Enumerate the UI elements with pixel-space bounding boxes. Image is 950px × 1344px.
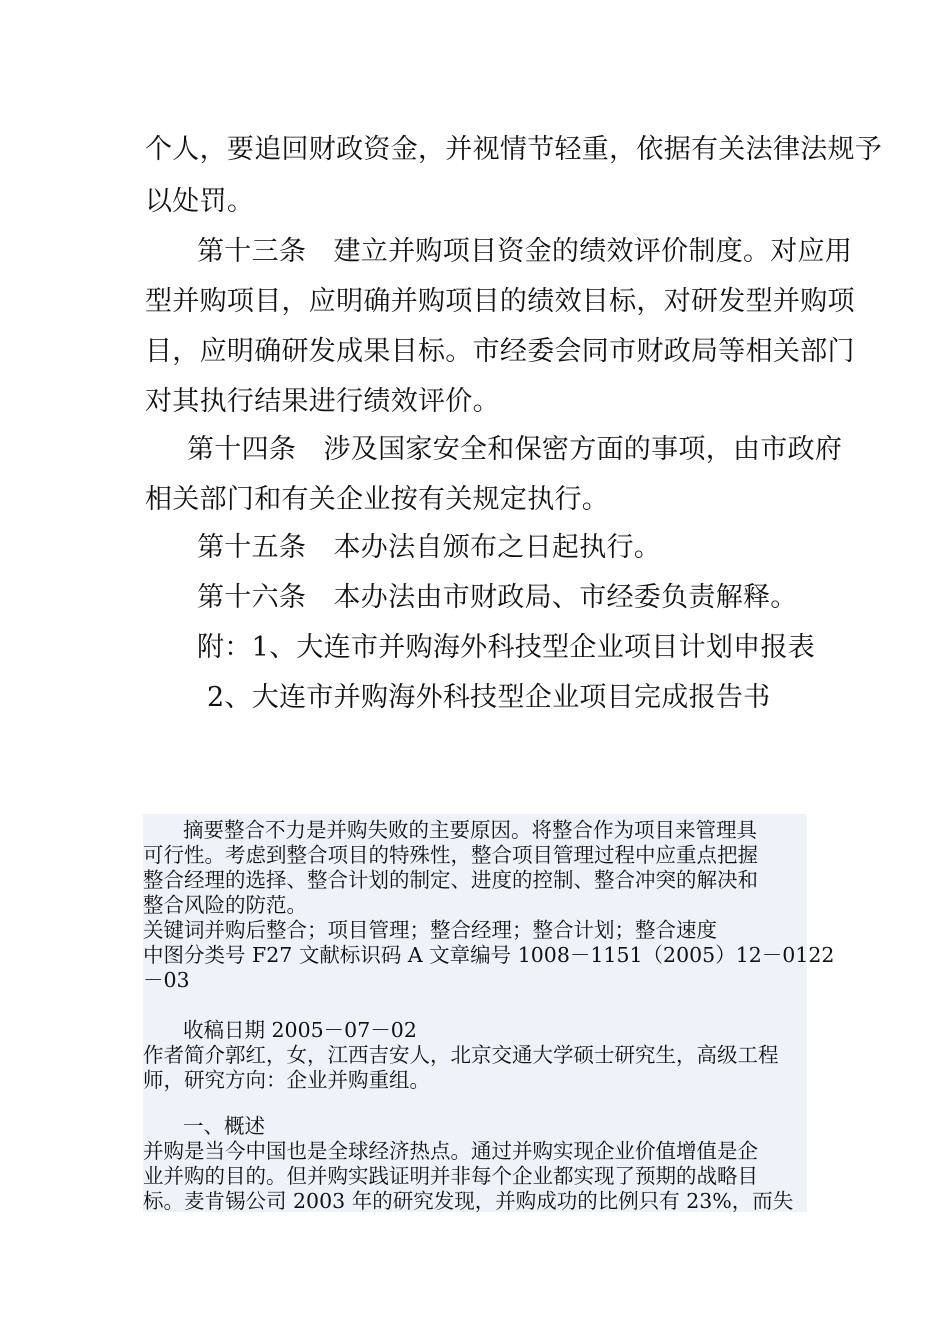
author-line: 师，研究方向：企业并购重组。 bbox=[143, 1068, 430, 1092]
abstract-line: 摘要整合不力是并购失败的主要原因。将整合作为项目来管理具 bbox=[183, 818, 757, 842]
attachment-1-line: 附：1、大连市并购海外科技型企业项目计划申报表 bbox=[197, 632, 816, 663]
classification-line: －03 bbox=[143, 968, 190, 992]
attachment-2-line: 2、大连市并购海外科技型企业项目完成报告书 bbox=[207, 682, 771, 713]
paragraph-line: 型并购项目，应明确并购项目的绩效目标，对研发型并购项 bbox=[145, 286, 855, 317]
paragraph-line: 对其执行结果进行绩效评价。 bbox=[145, 386, 500, 417]
received-date-line: 收稿日期 2005－07－02 bbox=[183, 1018, 417, 1042]
paragraph-line: 目，应明确研发成果目标。市经委会同市财政局等相关部门 bbox=[145, 336, 855, 367]
section-heading: 一、概述 bbox=[183, 1114, 265, 1138]
article-16-line: 第十六条 本办法由市财政局、市经委负责解释。 bbox=[197, 582, 798, 613]
paragraph-line: 个人，要追回财政资金，并视情节轻重，依据有关法律法规予 bbox=[145, 134, 883, 165]
article-13-line: 第十三条 建立并购项目资金的绩效评价制度。对应用 bbox=[197, 236, 853, 267]
keywords-line: 关键词并购后整合；项目管理；整合经理；整合计划；整合速度 bbox=[143, 918, 717, 942]
author-line: 作者简介郭红，女，江西吉安人，北京交通大学硕士研究生，高级工程 bbox=[143, 1043, 779, 1067]
article-14-line: 第十四条 涉及国家安全和保密方面的事项，由市政府 bbox=[187, 434, 843, 465]
abstract-line: 整合风险的防范。 bbox=[143, 893, 307, 917]
abstract-line: 整合经理的选择、整合计划的制定、进度的控制、整合冲突的解决和 bbox=[143, 868, 758, 892]
article-excerpt bbox=[143, 814, 835, 1213]
paragraph-line: 以处罚。 bbox=[145, 186, 255, 217]
body-line: 并购是当今中国也是全球经济热点。通过并购实现企业价值增值是企 bbox=[143, 1139, 758, 1163]
classification-line: 中图分类号 F27 文献标识码 A 文章编号 1008－1151（2005）12－0122 bbox=[143, 943, 835, 967]
body-line: 标。麦肯锡公司 2003 年的研究发现，并购成功的比例只有 23%，而失 bbox=[143, 1189, 794, 1213]
article-15-line: 第十五条 本办法自颁布之日起执行。 bbox=[197, 532, 662, 563]
body-line: 业并购的目的。但并购实践证明并非每个企业都实现了预期的战略目 bbox=[143, 1164, 758, 1188]
abstract-line: 可行性。考虑到整合项目的特殊性，整合项目管理过程中应重点把握 bbox=[143, 843, 758, 867]
paragraph-line: 相关部门和有关企业按有关规定执行。 bbox=[145, 484, 610, 515]
